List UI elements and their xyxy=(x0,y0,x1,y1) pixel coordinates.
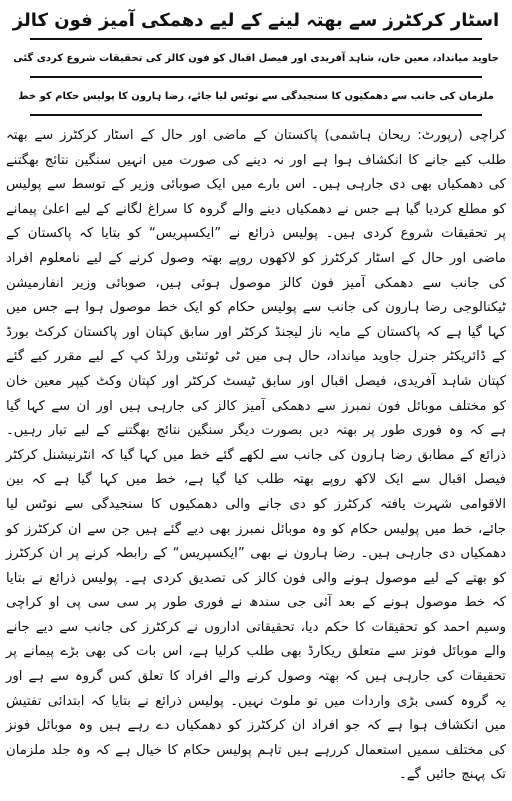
main-headline: اسٹار کرکٹرز سے بھتہ لینے کے لیے دھمکی آمیز فون کالز xyxy=(12,10,500,31)
subheadline-divider-2 xyxy=(30,114,482,116)
subheadline-divider-1 xyxy=(30,76,482,78)
headline-divider xyxy=(30,38,482,40)
subheadline-2: ملزمان کی جانب سے دھمکیوں کا سنجیدگی سے نوٹس لیا جائے، رضا ہارون کا پولیس حکام کو خط xyxy=(18,91,494,102)
article-body xyxy=(6,124,506,788)
article-text: کراچی (رپورٹ: ریحان ہاشمی) پاکستان کے ماضی اور حال کے اسٹار کرکٹرز سے بھتہ طلب کیے جانے کا انکشاف ہوا ہے اور نہ دینے کی صورت میں انہیں سنگین نتائج بھگتنے کی دھمکیاں بھی دی جارہی ہیں۔ اس بارے میں ایک صوبائی وزیر کے توسط سے پولیس کو مطلع کردیا گیا ہے جس نے دھمکیاں دینے والے گروہ کا سراغ لگانے کے لیے اعلیٰ پیمانے پر تحقیقات شروع کردی ہیں۔ پولیس ذرائع نے ”ایکسپریس“ کو بتایا کہ پاکستان کے ماضی اور حال کے اسٹار کرکٹرز کو لاکھوں روپے بھتہ وصول کرنے کے لیے نامعلوم افراد کی جانب سے دھمکی آمیز فون کالز موصول ہوئی ہیں، صوبائی وزیر انفارمیشن ٹیکنالوجی رضا ہارون کی جانب سے پولیس حکام کو ایک خط موصول ہوا ہے جس میں کہا گیا ہے کہ پاکستان کے مایہ ناز لیجنڈ کرکٹر اور سابق کپتان اور پاکستان کرکٹ بورڈ کے ڈائریکٹر جنرل جاوید میانداد، حال ہی میں ٹی ٹوئنٹی ورلڈ کپ کے لیے مقرر کیے گئے کپتان شاہد آفریدی، فیصل اقبال اور سابق ٹیسٹ کرکٹر اور کپتان وکٹ کیپر معین خان کو مختلف موبائل فون نمبرز سے دھمکی آمیز کالز کی جارہی ہیں اور ان سے کہا گیا ہے کہ وہ فوری طور پر بھتہ دیں بصورت دیگر سنگین نتائج بھگتنے کے لیے تیار رہیں۔ ذرائع کے مطابق رضا ہارون کی جانب سے لکھے گئے خط میں کہا گیا کہ انٹرنیشنل کرکٹر فیصل اقبال سے ایک لاکھ روپے بھتہ طلب کیا گیا ہے، خط میں کہا گیا ہے کہ بین الاقوامی شہرت یافتہ کرکٹرز کو دی جانے والی دھمکیوں کا سنجیدگی سے نوٹس لیا جائے، خط میں پولیس حکام کو وہ موبائل نمبرز بھی دیے گئے ہیں جن سے ان کرکٹرز کو دھمکیاں دی جارہی ہیں۔ رضا ہارون نے بھی ”ایکسپریس“ کے رابطہ کرنے پر ان کرکٹرز کو بھتے کے لیے موصول ہونے والی فون کالز کی تصدیق کردی ہے۔ پولیس ذرائع نے بتایا کہ خط موصول ہونے کے بعد آئی جی سندھ نے فوری طور پر سی سی پی او کراچی وسیم احمد کو تحقیقات کا حکم دیا، تحقیقاتی اداروں نے کرکٹرز کی جانب سے دیے جانے والے موبائل فونز سے متعلق ریکارڈ بھی طلب کرلیا ہے، اس بات کی بھی بڑے پیمانے پر تحقیقات کی جارہی ہیں کہ بھتہ وصول کرنے والے افراد کا تعلق کس گروہ سے ہے اور یہ گروہ کسی بڑی واردات میں تو ملوث نہیں۔ پولیس ذرائع نے بتایا کہ ابتدائی تفتیش میں انکشاف ہوا ہے کہ جو افراد ان کرکٹرز کو دھمکیاں دے رہے ہیں وہ موبائل فونز کی مختلف سمیں استعمال کررہے ہیں تاہم پولیس حکام کا خیال ہے کہ وہ جلد ملزمان تک پہنچ جائیں گے۔ xyxy=(6,128,506,783)
subheadline-1: جاوید میانداد، معین خان، شاہد آفریدی اور فیصل اقبال کو فون کالز کی تحقیقات شروع کردی گئی xyxy=(13,53,499,64)
